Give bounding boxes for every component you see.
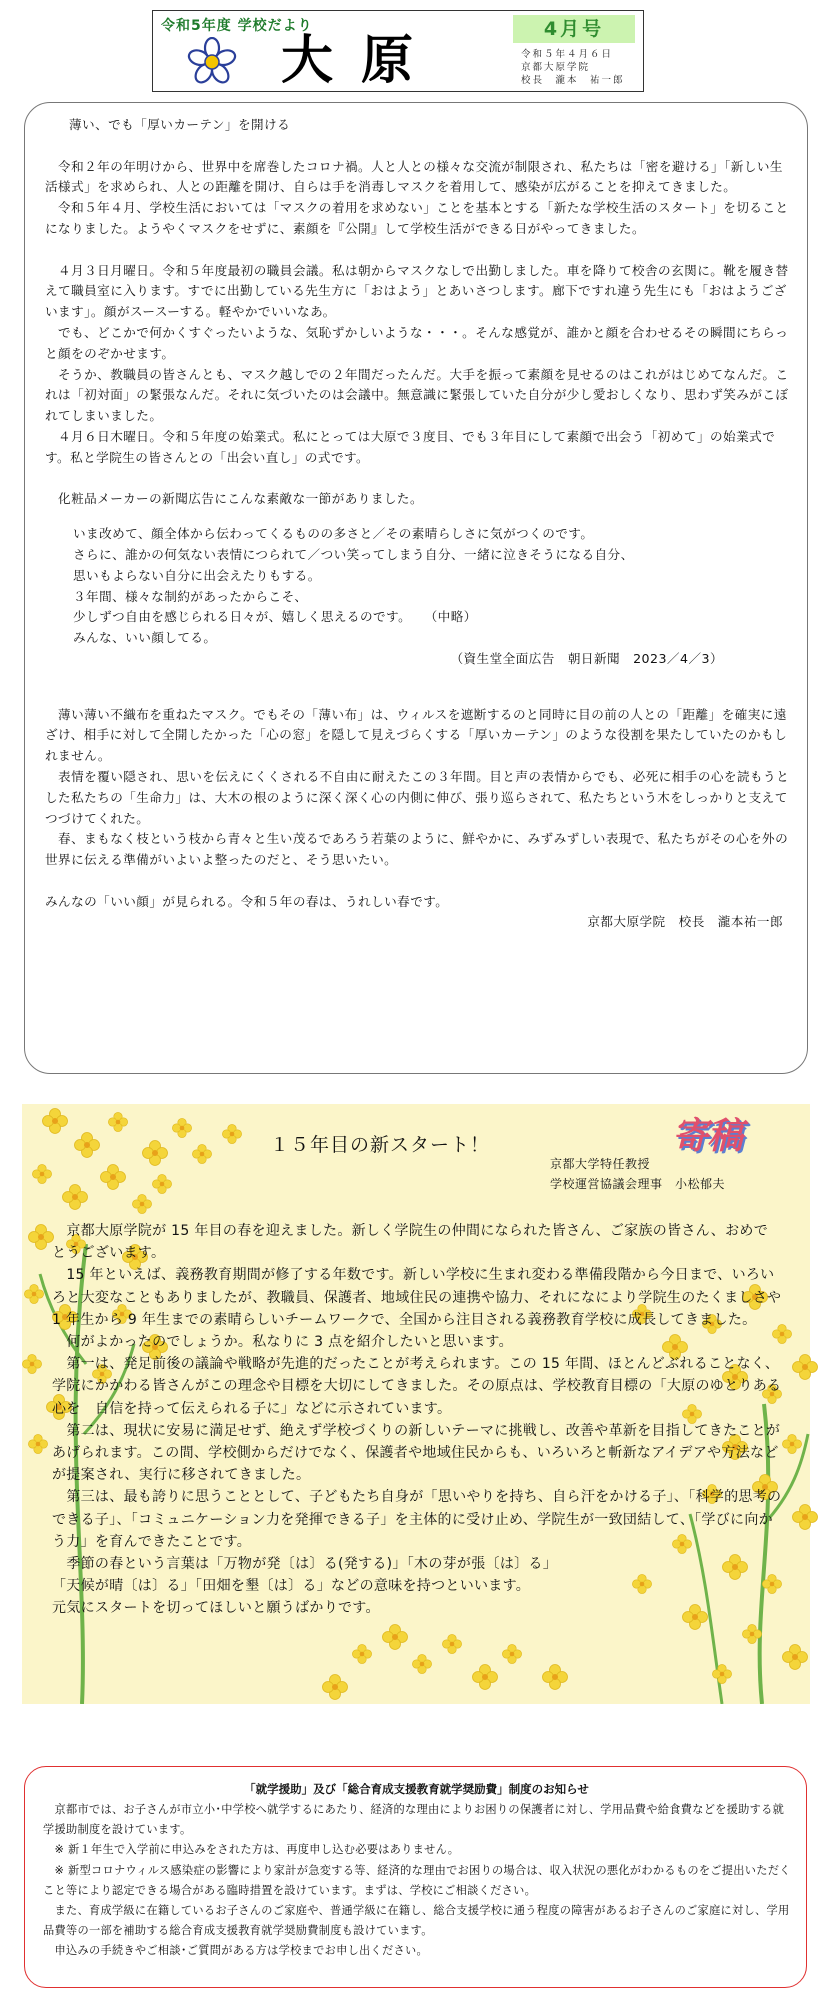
rapeseed-flower-icon	[132, 1194, 152, 1214]
essay-paragraph: 表情を覆い隠され、思いを伝えにくくされる不自由に耐えたこの３年間。目と声の表情からでも、必死に相手の心を読もうとした私たちの「生命力」は、大木の根のように深く深く心の内側に伸び、張り巡らされて、私たちという木をしっかりと支えてつづけてくれた。	[45, 768, 790, 826]
newsletter-title: 大原	[281, 30, 442, 91]
quote-line: ３年間、様々な制約があったからこそ、	[73, 588, 308, 604]
rapeseed-flower-icon	[222, 1124, 242, 1144]
series-label: 令和5年度 学校だより	[161, 18, 313, 34]
contribution-paragraph: 「天候が晴〔は〕る」「田畑を墾〔は〕る」などの意味を持つといいます。	[52, 1578, 531, 1595]
contribution-paragraph: 京都大原学院が 15 年目の春を迎えました。新しく学院生の仲間になられた皆さん、ご家族の皆さん、おめでとうございます。	[52, 1223, 769, 1262]
contribution-paragraph: 季節の春という言葉は「万物が発〔は〕る(発する)」「木の芽が張〔は〕る」	[66, 1556, 558, 1573]
issue-date: 令和５年４月６日	[521, 49, 614, 60]
notice-line: 申込みの手続きやご相談･ご質問がある方は学校までお申し出ください。	[54, 1944, 428, 1958]
principal-name: 校長 瀧本 祐一郎	[521, 75, 625, 86]
contribution-section	[22, 1104, 810, 1704]
essay-paragraph: 令和５年４月、学校生活においては「マスクの着用を求めない」ことを基本とする「新たな学校生活のスタート」を切ることになりました。ようやくマスクをせずに、素顔を『公開』して学校生活ができる日がやってきました。	[45, 200, 789, 236]
notice-body	[43, 1800, 791, 1962]
quote-line: 思いもよらない自分に出会えたりもする。	[73, 567, 321, 583]
quote-line: さらに、誰かの何気ない表情につられて／つい笑ってしまう自分、一緒に泣きそうになる自分、	[73, 546, 634, 562]
quote-line: みんな、いい顔してる。	[73, 630, 217, 646]
contribution-paragraph: 元気にスタートを切ってほしいと願うばかりです。	[52, 1600, 380, 1617]
essay-signature: 京都大原学院 校長 瀧本祐一郎	[587, 914, 783, 930]
contribution-paragraph: 第二は、現状に安易に満足せず、絶えず学校づくりの新しいテーマに挑戦し、改善や革新を目指してきたことがあげられます。この間、学校側からだけでなく、保護者や地域住民からも、いろいろと斬新なアイデアや方法などが提案され、実行に移されてきました。	[52, 1422, 781, 1484]
rapeseed-flower-icon	[192, 1144, 212, 1164]
essay-paragraph: そうか、教職員の皆さんとも、マスク越しでの２年間だったんだ。大手を振って素顔を見せるのはこれがはじめてなんだ。これは「初対面」の緊張なんだ。それに気づいたのは会議中。無意識に緊張していた自分が少し愛おしくなり、思わず笑みがこぼれてしまいました。	[45, 366, 789, 424]
contribution-paragraph: 第一は、発足前後の議論や戦略が先進的だったことが考えられます。この 15 年間、ほとんどぶれることなく、学院にかかわる皆さんがこの理念や目標を大切にしてきました。その原点は、学校教育目標の「大原のゆとりある心を 自信を持って伝えられる子に」などに示されています。	[52, 1356, 782, 1417]
rapeseed-flower-icon	[32, 1164, 52, 1184]
notice-line: ※ 新型コロナウィルス感染症の影響により家計が急変する等、経済的な理由でお困りの場合は、収入状況の悪化がわかるものをご提出いただくこと等により認定できる場合がある臨時措置を設けています。まずは、学校にご相談ください。	[43, 1863, 791, 1897]
rapeseed-flower-icon	[712, 1664, 732, 1684]
rapeseed-flower-icon	[22, 1354, 42, 1374]
rapeseed-flower-icon	[542, 1664, 568, 1690]
school-emblem-icon	[187, 37, 237, 87]
rapeseed-flower-icon	[152, 1174, 172, 1194]
rapeseed-flower-icon	[782, 1644, 808, 1670]
contribution-badge: 寄稿	[672, 1116, 743, 1157]
contribution-title: １５年目の新スタート！	[270, 1134, 491, 1156]
rapeseed-flower-icon	[472, 1664, 498, 1690]
essay-heading: 薄い、でも「厚いカーテン」を開ける	[69, 117, 291, 132]
masthead	[152, 10, 644, 92]
essay-paragraph: 春、まもなく枝という枝から青々と生い茂るであろう若葉のように、鮮やかに、みずみずしい表現で、私たちがその心を外の世界に伝える準備がいよいよ整ったのだと、そう思いたい。	[45, 831, 789, 868]
rapeseed-flower-icon	[108, 1112, 128, 1132]
rapeseed-flower-icon	[792, 1354, 818, 1380]
rapeseed-flower-icon	[382, 1624, 408, 1650]
essay-closing: みんなの「いい顔」が見られる。令和５年の春は、うれしい春です。	[45, 893, 449, 909]
masthead-info	[521, 48, 625, 87]
rapeseed-flower-icon	[100, 1164, 126, 1190]
principal-essay	[24, 102, 808, 1074]
contribution-author	[550, 1154, 725, 1194]
contribution-paragraph: 15 年といえば、義務教育期間が修了する年数です。新しい学校に生まれ変わる準備段階から今日まで、いろいろと大変なこともありましたが、教職員、保護者、地域住民の連携や協力、それになにより学院生のたくましさや 1 年生から 9 年生までの素晴らしいチームワークで、全国から注目される義務教育学校に成長してきました。	[52, 1267, 782, 1328]
rapeseed-flower-icon	[742, 1624, 762, 1644]
essay-paragraph: 令和２年の年明けから、世界中を席巻したコロナ禍。人と人との様々な交流が制限され、私たちは「密を避ける」「新しい生活様式」を求められ、人との距離を開け、自らは手を消毒しマスクを着用して、感染が広がることを抑えてきました。	[45, 158, 783, 195]
quote-line: 少しずつ自由を感じられる日々が、嬉しく思えるのです。 （中略）	[73, 609, 477, 625]
ad-quote	[45, 524, 793, 649]
rapeseed-flower-icon	[792, 1504, 818, 1530]
notice-title: 「就学援助」及び「総合育成支援教育就学奨励費」制度のお知らせ	[244, 1782, 589, 1796]
quote-line: いま改めて、顔全体から伝わってくるものの多さと／その素晴らしさに気がつくのです。	[73, 526, 594, 542]
rapeseed-flower-icon	[352, 1644, 372, 1664]
rapeseed-flower-icon	[74, 1132, 100, 1158]
rapeseed-flower-icon	[28, 1434, 48, 1454]
rapeseed-flower-icon	[28, 1224, 54, 1250]
essay-paragraph: ４月３日月曜日。令和５年度最初の職員会議。私は朝からマスクなしで出勤しました。車を降りて校舎の玄関に。靴を履き替えて職員室に入ります。すでに出勤している先生方に「おはよう」とあいさつします。廊下ですれ違う先生にも「おはようございます」。顔がスースーする。軽やかでいいなあ。	[45, 262, 789, 320]
essay-paragraph: 薄い薄い不織布を重ねたマスク。でもその「薄い布」は、ウィルスを遮断するのと同時に目の前の人との「距離」を確実に遠ざけ、相手に対して全開したかった「心の窓」を隠して見えづらくする「厚いカーテン」のような役割を果たしていたのかもしれません。	[45, 706, 788, 764]
author-name: 学校運営協議会理事 小松郁夫	[550, 1177, 726, 1191]
ad-citation: （資生堂全面広告 朝日新聞 2023／4／3）	[450, 650, 723, 666]
rapeseed-flower-icon	[502, 1644, 522, 1664]
rapeseed-flower-icon	[322, 1674, 348, 1700]
school-name: 京都大原学院	[521, 62, 591, 73]
rapeseed-flower-icon	[24, 1284, 44, 1304]
rapeseed-flower-icon	[412, 1654, 432, 1674]
contribution-paragraph: 何がよかったのでしょうか。私なりに 3 点を紹介したいと思います。	[66, 1334, 513, 1351]
rapeseed-flower-icon	[442, 1634, 462, 1654]
notice-line: 京都市では、お子さんが市立小･中学校へ就学するにあたり、経済的な理由によりお困りの保護者に対し、学用品費や給食費などを援助する就学援助制度を設けています。	[43, 1803, 785, 1837]
contribution-body	[52, 1220, 782, 1620]
rapeseed-flower-icon	[62, 1184, 88, 1210]
contribution-paragraph: 第三は、最も誇りに思うこととして、子どもたち自身が「思いやりを持ち、自ら汗をかける子」、「科学的思考のできる子」、「コミュニケーション力を発揮できる子」を主体的に受け止め、学院生が一致団結して、「学びに向かう力」を育んできたことです。	[52, 1489, 782, 1550]
rapeseed-flower-icon	[782, 1434, 802, 1454]
notice-line: ※ 新１年生で入学前に申込みをされた方は、再度申し込む必要はありません。	[54, 1843, 460, 1857]
month-label: 4月号	[513, 15, 635, 43]
rapeseed-flower-icon	[42, 1108, 68, 1134]
rapeseed-flower-icon	[142, 1140, 168, 1166]
essay-paragraph: ４月６日木曜日。令和５年度の始業式。私にとっては大原で３度目、でも３年目にして素顔で出会う「初めて」の始業式です。私と学院生の皆さんとの「出会い直し」の式です。	[45, 428, 776, 465]
author-title: 京都大学特任教授	[550, 1157, 651, 1171]
ad-intro: 化粧品メーカーの新聞広告にこんな素敵な一節がありました。	[58, 491, 424, 507]
essay-paragraph: でも、どこかで何かくすぐったいような、気恥ずかしいような・・・。そんな感覚が、誰かと顔を合わせるその瞬間にちらっと顔をのぞかせます。	[45, 324, 789, 361]
rapeseed-flower-icon	[172, 1118, 192, 1138]
notice-line: また、育成学級に在籍しているお子さんのご家庭や、普通学級に在籍し、総合支援学校に通う程度の障害があるお子さんのご家庭に対し、学用品費等の一部を補助する総合育成支援教育就学奨励費制度も設けています。	[43, 1904, 790, 1938]
aid-notice	[24, 1766, 807, 1988]
